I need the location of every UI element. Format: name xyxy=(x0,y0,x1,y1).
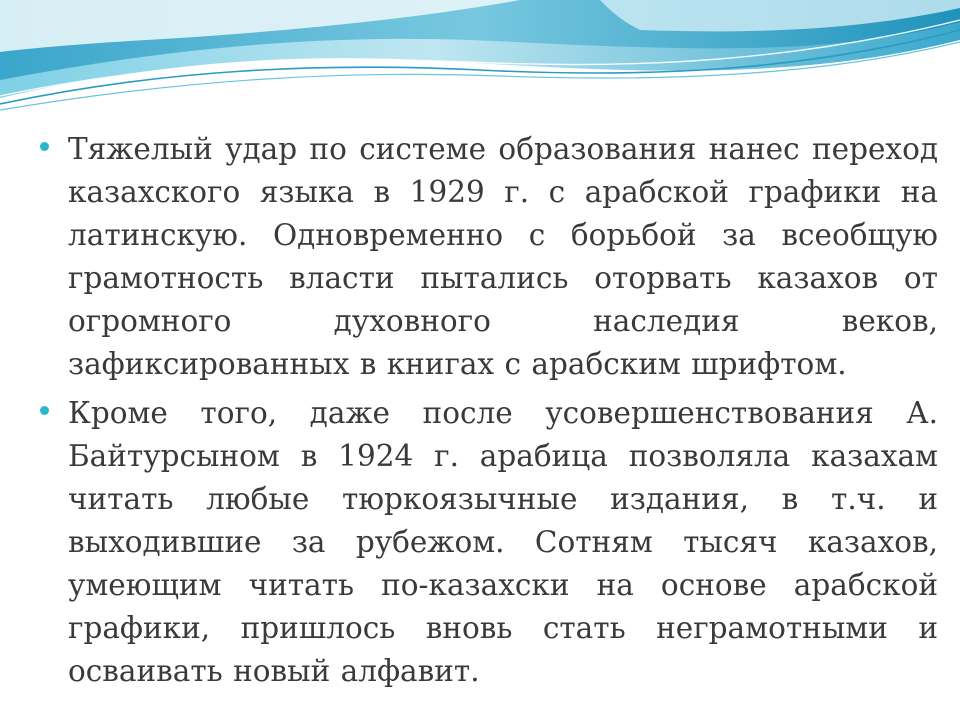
header-wave-decoration xyxy=(0,0,960,130)
bullet-text: Тяжелый удар по системе образования нанес переход казахского языка в 1929 г. с арабской графики на латинскую. Одновременно с борьбой за всеобщую грамотность власти пытались оторвать казахов от огромного духовного наследия веков, зафиксированных в книгах с арабским шрифтом. xyxy=(68,132,938,381)
bullet-dot-icon xyxy=(40,406,49,415)
slide-content xyxy=(40,128,938,699)
bullet-item xyxy=(40,128,938,386)
bullet-dot-icon xyxy=(40,142,49,151)
bullet-item xyxy=(40,392,938,693)
bullet-text: Кроме того, даже после усовершенствования А. Байтурсыном в 1924 г. арабица позволяла казахам читать любые тюркоязычные издания, в т.ч. и выходившие за рубежом. Сотням тысяч казахов, умеющим читать по-казахски на основе арабской графики, пришлось вновь стать неграмотными и осваивать новый алфавит. xyxy=(68,396,938,688)
